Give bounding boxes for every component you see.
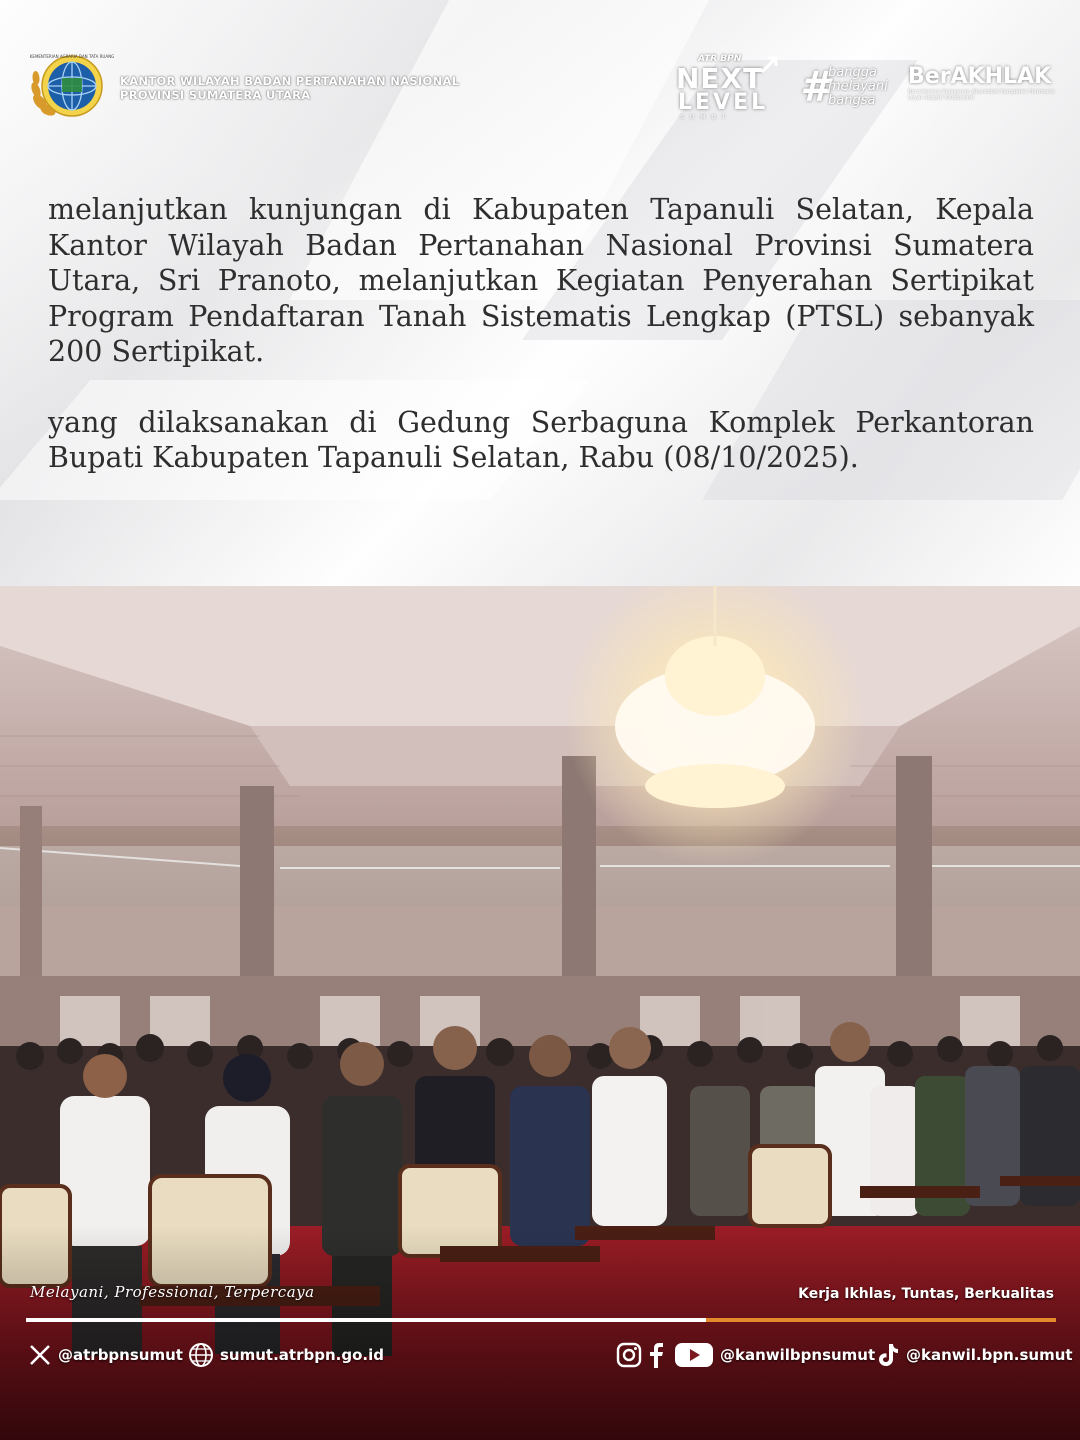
social-ig-fb-yt[interactable] bbox=[616, 1340, 875, 1370]
bangga-word3: bangsa bbox=[828, 93, 876, 108]
berakhlak-subtitle: Berorientasi Pelayanan Akuntabel Kompeten Harmonis Loyal Adaptif Kolaboratif bbox=[908, 89, 1055, 101]
hashtag-icon: # bbox=[800, 62, 830, 111]
instagram-icon bbox=[616, 1342, 642, 1368]
arrow-up-icon bbox=[758, 52, 782, 76]
bpn-seal-logo bbox=[26, 50, 114, 122]
next-level-level: LEVEL bbox=[678, 90, 769, 115]
paragraph-1: melanjutkan kunjungan di Kabupaten Tapanuli Selatan, Kepala Kantor Wilayah Badan Pertanahan Nasional Provinsi Sumatera Utara, Sri Pranoto, melanjutkan Kegiatan Penyerahan Sertipikat Program Pendaftaran Tanah Sistematis Lengkap (PTSL) sebanyak 200 Sertipikat. bbox=[48, 193, 1034, 368]
globe-icon bbox=[188, 1342, 214, 1368]
org-title-line1: KANTOR WILAYAH BADAN PERTANAHAN NASIONAL bbox=[120, 74, 460, 88]
org-title bbox=[120, 74, 459, 102]
slogan-left: Melayani, Professional, Terpercaya bbox=[30, 1283, 315, 1301]
next-level-badge bbox=[672, 48, 784, 121]
bangga-word2: melayani bbox=[828, 79, 888, 94]
social-x[interactable] bbox=[28, 1340, 183, 1370]
footer-divider-orange bbox=[706, 1318, 1056, 1322]
x-handle: @atrbpnsumut bbox=[58, 1346, 183, 1364]
event-photo bbox=[0, 586, 1080, 1440]
website-url: sumut.atrbpn.go.id bbox=[220, 1346, 384, 1364]
berakhlak-title: BerAKHLAK bbox=[908, 64, 1052, 89]
org-title-line2: PROVINSI SUMATERA UTARA bbox=[120, 88, 311, 102]
social-website[interactable] bbox=[188, 1340, 384, 1370]
social-tiktok[interactable] bbox=[876, 1340, 1073, 1370]
next-level-next: NEXT bbox=[676, 62, 764, 95]
footer-divider-white bbox=[26, 1318, 706, 1322]
next-level-sumut: SUMUT bbox=[680, 114, 732, 121]
berakhlak-badge bbox=[908, 64, 1058, 104]
facebook-icon bbox=[648, 1342, 664, 1368]
ig-fb-yt-handle: @kanwilbpnsumut bbox=[720, 1346, 876, 1364]
paragraph-2: yang dilaksanakan di Gedung Serbaguna Komplek Perkantoran Bupati Kabupaten Tapanuli Selatan, Rabu (08/10/2025). bbox=[48, 405, 1034, 474]
tiktok-handle: @kanwil.bpn.sumut bbox=[906, 1346, 1073, 1364]
bangga-word1: bangga bbox=[828, 65, 877, 80]
youtube-icon bbox=[674, 1341, 714, 1369]
header bbox=[0, 0, 1080, 150]
campaign-badges bbox=[672, 44, 1062, 120]
bangga-melayani-badge bbox=[800, 64, 890, 114]
tiktok-icon bbox=[876, 1342, 900, 1368]
hall-illustration bbox=[0, 586, 1080, 1440]
article-text bbox=[48, 192, 1034, 511]
svg-text:KEMENTERIAN AGRARIA DAN TATA R: KEMENTERIAN AGRARIA DAN TATA RUANG bbox=[29, 54, 114, 59]
next-level-small: ATR BPN bbox=[698, 54, 742, 64]
slogan-right: Kerja Ikhlas, Tuntas, Berkualitas bbox=[798, 1286, 1054, 1302]
x-twitter-icon bbox=[28, 1343, 52, 1367]
